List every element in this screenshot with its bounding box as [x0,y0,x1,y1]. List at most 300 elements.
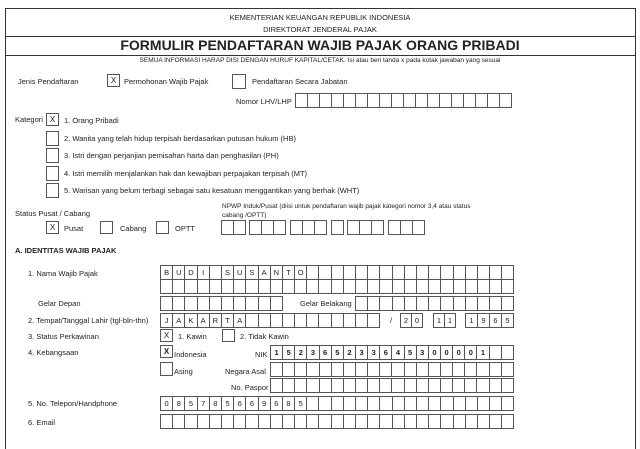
kategori-label: Kategori [15,115,43,124]
ministry: KEMENTERIAN KEUANGAN REPUBLIK INDONESIA [229,13,411,22]
char-cell [319,415,331,428]
char-cell [368,94,380,107]
char-cell [417,397,429,410]
telepon-input[interactable] [160,396,514,411]
char-cell: 2 [401,314,412,327]
char-cell [441,280,453,293]
char-cell [454,280,466,293]
char-cell: D [185,266,197,279]
npwp-group-2[interactable] [249,220,286,235]
char-cell: 6 [271,397,283,410]
telepon-label: 5. No. Telepon/Handphone [28,399,118,408]
char-cell [428,94,440,107]
char-cell [429,266,441,279]
char-cell: 6 [380,346,392,359]
char-cell [319,266,331,279]
char-cell [405,266,417,279]
char-cell [393,280,405,293]
char-cell [405,280,417,293]
permohonan-label: Permohonan Wajib Pajak [124,77,209,86]
kategori-label-3: 3. Istri dengan perjanjian pemisahan harta dan penghasilan (PH) [64,151,279,160]
char-cell [161,415,173,428]
char-cell [307,397,319,410]
char-cell [308,94,320,107]
char-cell [259,415,271,428]
char-cell [344,363,356,376]
char-cell [332,266,344,279]
char-cell [259,280,271,293]
char-cell: J [161,314,173,327]
char-cell [307,266,319,279]
char-cell [161,280,173,293]
char-cell [405,297,417,310]
char-cell [185,297,197,310]
char-cell [246,314,258,327]
pusat-label: Pusat [64,224,84,233]
npwp-group-6[interactable] [388,220,425,235]
char-cell [295,415,307,428]
char-cell: 3 [368,346,380,359]
char-cell [380,379,392,392]
char-cell [393,266,405,279]
char-cell [441,297,453,310]
checkbox-jabatan[interactable] [232,74,246,89]
bulan-input[interactable] [433,313,456,328]
npwp-group-3[interactable] [290,220,327,235]
nik-label: NIK [255,350,268,359]
char-cell: 1 [466,314,478,327]
char-cell [315,221,327,234]
char-cell [429,415,441,428]
checkbox-optt[interactable] [156,221,169,234]
npwp-group-1[interactable] [221,220,246,235]
char-cell [234,415,246,428]
char-cell [307,379,319,392]
char-cell [490,363,502,376]
nomor-lhp-label: Nomor LHV/LHP [236,97,292,106]
char-cell [332,221,344,234]
char-cell [356,379,368,392]
char-cell [490,280,502,293]
section-a-title: A. IDENTITAS WAJIB PAJAK [15,246,117,255]
checkbox-kategori-2[interactable] [46,131,59,146]
char-cell [320,363,332,376]
char-cell [417,415,429,428]
char-cell: A [198,314,210,327]
char-cell: S [246,266,258,279]
char-cell [441,266,453,279]
char-cell: 7 [198,397,210,410]
char-cell: T [222,314,234,327]
char-cell [332,363,344,376]
ttl-label: 2. Tempat/Tanggal Lahir (tgl-bln-thn) [28,316,149,325]
char-cell [441,397,453,410]
char-cell [307,280,319,293]
char-cell [453,379,465,392]
kategori-label-1: 1. Orang Pribadi [64,116,119,125]
char-cell [283,280,295,293]
checkbox-kategori-4[interactable] [46,166,59,181]
char-cell [477,363,489,376]
char-cell [380,280,392,293]
char-cell [441,415,453,428]
char-cell: 0 [465,346,477,359]
char-cell [478,266,490,279]
char-cell [502,397,514,410]
char-cell [401,221,413,234]
char-cell [246,297,258,310]
char-cell [295,314,307,327]
char-cell [319,397,331,410]
char-cell [356,94,368,107]
checkbox-permohonan[interactable]: X [107,74,120,87]
char-cell: T [283,266,295,279]
char-cell [490,415,502,428]
tidak-kawin-label: 2. Tidak Kawin [240,332,289,341]
char-cell [295,379,307,392]
char-cell [344,379,356,392]
char-cell [392,363,404,376]
char-cell: 3 [307,346,319,359]
char-cell [372,221,384,234]
email-input[interactable] [160,414,514,429]
char-cell [234,297,246,310]
char-cell [490,397,502,410]
char-cell [222,415,234,428]
char-cell [173,415,185,428]
char-cell [368,363,380,376]
nama-input[interactable] [160,265,514,280]
char-cell [466,266,478,279]
tanggal-input[interactable] [400,313,423,328]
char-cell [291,221,303,234]
char-cell [441,379,453,392]
kategori-label-4: 4. Istri memilih menjalankan hak dan kewajiban perpajakan terpisah (MT) [64,168,308,178]
checkbox-cabang[interactable] [100,221,113,234]
char-cell [417,363,429,376]
char-cell [502,297,514,310]
char-cell [404,94,416,107]
char-cell [500,94,512,107]
char-cell [348,221,360,234]
char-cell [356,266,368,279]
char-cell [392,379,404,392]
char-cell [417,266,429,279]
status-perkawinan-label: 3. Status Perkawinan [28,332,99,341]
kategori-label-2: 2. Wanita yang telah hidup terpisah berdasarkan putusan hukum (HB) [64,133,296,143]
char-cell [466,280,478,293]
char-cell [478,397,490,410]
char-cell [198,297,210,310]
char-cell [344,266,356,279]
char-cell [476,94,488,107]
char-cell: B [161,266,173,279]
char-cell [368,379,380,392]
paspor-input[interactable] [270,378,514,393]
char-cell [478,297,490,310]
nik-input[interactable] [270,345,514,360]
char-cell [478,280,490,293]
char-cell [356,415,368,428]
gelar-depan-input[interactable] [160,296,283,311]
char-cell: 8 [173,397,185,410]
char-cell [380,397,392,410]
char-cell: A [173,314,185,327]
nomor-lhp-input[interactable] [295,93,512,108]
char-cell [234,221,246,234]
char-cell: 0 [161,397,173,410]
char-cell [453,363,465,376]
npwp-group-4[interactable] [331,220,344,235]
char-cell [234,280,246,293]
char-cell [452,94,464,107]
char-cell [161,297,173,310]
negara-asal-label: Negara Asal [225,367,266,376]
char-cell [429,379,441,392]
char-cell [368,266,380,279]
optt-label: OPTT [175,224,195,233]
char-cell [320,379,332,392]
char-cell: 6 [234,397,246,410]
char-cell [319,280,331,293]
char-cell [413,221,425,234]
char-cell [490,379,502,392]
char-cell [502,415,514,428]
char-cell: 0 [453,346,465,359]
char-cell: O [295,266,307,279]
char-cell [393,297,405,310]
char-cell [417,379,429,392]
char-cell: 5 [295,397,307,410]
char-cell [259,297,271,310]
char-cell [271,297,283,310]
checkbox-kategori-3[interactable] [46,148,59,163]
char-cell: A [234,314,246,327]
char-cell [173,297,185,310]
negara-asal-input[interactable] [270,362,514,377]
char-cell [454,415,466,428]
char-cell [502,280,514,293]
char-cell [344,94,356,107]
char-cell: 1 [445,314,456,327]
char-cell: 4 [392,346,404,359]
char-cell: 3 [356,346,368,359]
char-cell [283,363,295,376]
email-label: 6. Email [28,418,56,427]
char-cell [271,314,283,327]
char-cell [464,94,476,107]
kawin-label: 1. Kawin [178,332,207,341]
char-cell: 5 [283,346,295,359]
char-cell [332,379,344,392]
char-cell [465,363,477,376]
char-cell [454,266,466,279]
nama-label: 1. Nama Wajib Pajak [28,269,98,278]
checkbox-indonesia[interactable]: X [160,345,173,358]
directorate: DIREKTORAT JENDERAL PAJAK [263,25,377,34]
char-cell [198,415,210,428]
char-cell [405,363,417,376]
checkbox-kategori-1[interactable]: X [46,113,59,126]
char-cell [466,297,478,310]
char-cell [262,221,274,234]
gelar-belakang-label: Gelar Belakang [300,299,352,308]
char-cell [320,94,332,107]
char-cell [307,363,319,376]
nama-input-2[interactable] [160,279,514,294]
paspor-label: No. Paspor [231,383,269,392]
char-cell [368,397,380,410]
char-cell [405,397,417,410]
char-cell [368,415,380,428]
char-cell: 1 [477,346,489,359]
char-cell [380,94,392,107]
char-cell: U [234,266,246,279]
char-cell [380,266,392,279]
char-cell [502,379,514,392]
char-cell [222,221,234,234]
char-cell [465,379,477,392]
char-cell: 8 [210,397,222,410]
char-cell [356,397,368,410]
char-cell: A [259,266,271,279]
char-cell [429,297,441,310]
char-cell [332,415,344,428]
char-cell [296,94,308,107]
char-cell: N [271,266,283,279]
char-cell: 6 [246,397,258,410]
asing-label: Asing [174,367,193,376]
char-cell: 2 [344,346,356,359]
char-cell [356,314,368,327]
form-title: FORMULIR PENDAFTARAN WAJIB PAJAK ORANG PRIBADI [120,37,520,53]
tempat-lahir-input[interactable] [160,313,380,328]
char-cell [478,415,490,428]
char-cell [441,363,453,376]
char-cell [490,266,502,279]
cabang-label: Cabang [120,224,147,233]
char-cell [488,94,500,107]
char-cell [259,314,271,327]
char-cell [392,94,404,107]
gelar-belakang-input[interactable] [355,296,514,311]
char-cell [454,297,466,310]
char-cell: 3 [417,346,429,359]
char-cell [274,221,286,234]
char-cell: 5 [185,397,197,410]
char-cell [332,280,344,293]
status-label: Status Pusat / Cabang [15,209,91,218]
char-cell [344,397,356,410]
char-cell [210,280,222,293]
char-cell [295,280,307,293]
char-cell [210,266,222,279]
char-cell [502,346,514,359]
char-cell [283,379,295,392]
char-cell [380,297,392,310]
char-cell [490,346,502,359]
char-cell [210,415,222,428]
char-cell: S [222,266,234,279]
kategori-label-5: 5. Warisan yang belum terbagi sebagai satu kesatuan menggantikan yang berhak (WHT) [64,186,360,195]
char-cell [477,379,489,392]
date-slash: / [390,316,393,325]
char-cell [344,415,356,428]
char-cell [416,94,428,107]
char-cell [307,314,319,327]
jabatan-label: Pendaftaran Secara Jabatan [252,77,348,86]
instruction: SEMUA INFORMASI HARAP DISI DENGAN HURUF KAPITAL/CETAK. Isi atau beri tanda x pada kotak jawaban yang sesuai [139,57,501,64]
char-cell [332,94,344,107]
char-cell [405,379,417,392]
char-cell [332,397,344,410]
char-cell: 0 [412,314,423,327]
char-cell [429,363,441,376]
kebangsaan-label: 4. Kebangsaan [28,348,79,357]
char-cell [502,363,514,376]
char-cell [332,314,344,327]
char-cell [380,363,392,376]
indonesia-label: Indonesia [174,350,207,359]
char-cell [210,297,222,310]
char-cell: 5 [405,346,417,359]
checkbox-pusat[interactable]: X [46,221,59,234]
char-cell [222,297,234,310]
char-cell [417,280,429,293]
char-cell [283,314,295,327]
char-cell [440,94,452,107]
char-cell: K [185,314,197,327]
char-cell [250,221,262,234]
npwp-group-5[interactable] [347,220,384,235]
char-cell: 1 [271,346,283,359]
char-cell: 6 [490,314,502,327]
gelar-depan-label: Gelar Depan [38,299,81,308]
char-cell [368,297,380,310]
char-cell: 6 [320,346,332,359]
checkbox-tidak-kawin[interactable] [222,329,235,342]
char-cell: 0 [441,346,453,359]
char-cell [307,415,319,428]
char-cell: 5 [502,314,514,327]
char-cell [222,280,234,293]
char-cell: 9 [259,397,271,410]
char-cell [502,266,514,279]
char-cell [271,379,283,392]
char-cell [417,297,429,310]
char-cell [295,363,307,376]
checkbox-kawin[interactable]: X [160,329,173,342]
checkbox-kategori-5[interactable] [46,183,59,198]
char-cell: 2 [295,346,307,359]
char-cell [356,297,368,310]
char-cell [319,314,331,327]
char-cell [360,221,372,234]
char-cell [356,280,368,293]
char-cell [389,221,401,234]
char-cell [344,314,356,327]
char-cell: U [173,266,185,279]
char-cell [246,415,258,428]
npwp-label: NPWP Induk/Pusat (diisi untuk pendaftaran wajib pajak kategori nomor 3,4 atau status [222,203,471,210]
tahun-input[interactable] [465,313,514,328]
char-cell: I [198,266,210,279]
checkbox-asing[interactable] [160,362,173,376]
char-cell [271,415,283,428]
char-cell: 1 [434,314,445,327]
char-cell [466,397,478,410]
char-cell [429,397,441,410]
